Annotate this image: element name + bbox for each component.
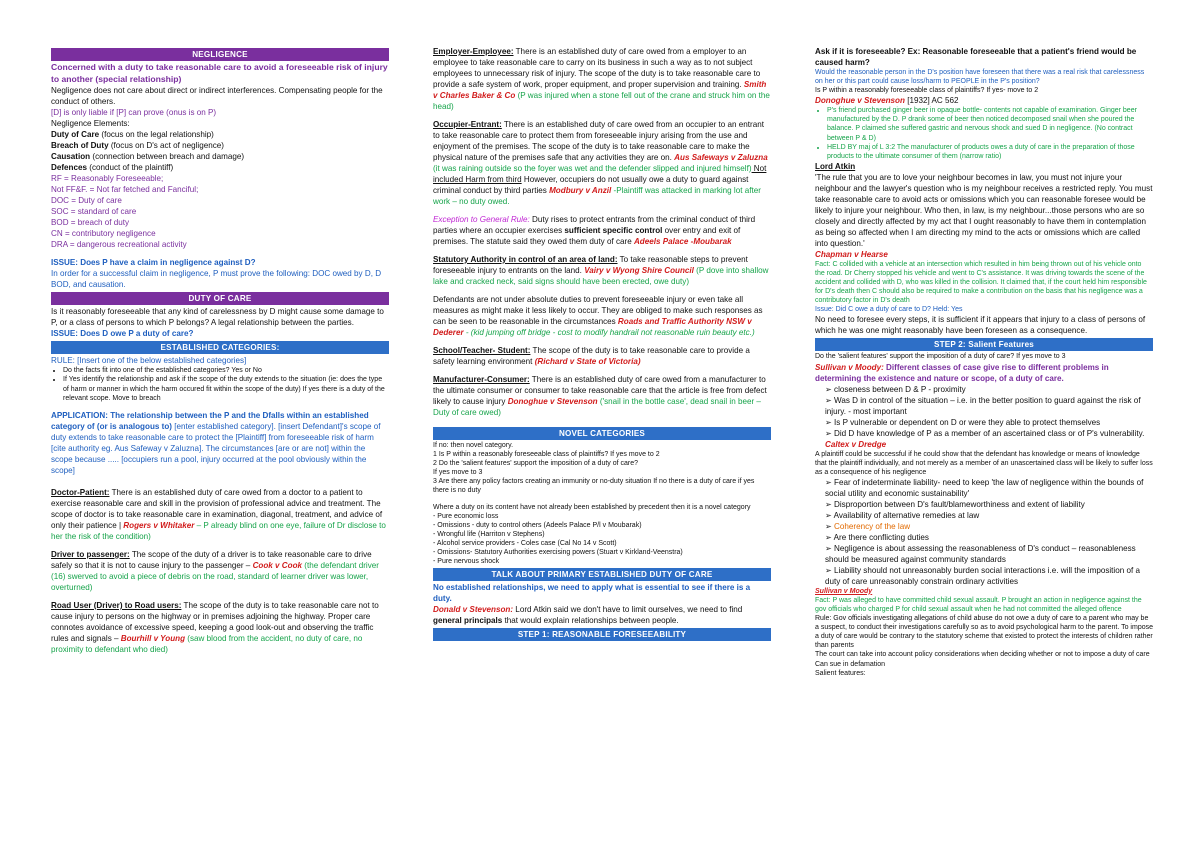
step-1-heading: STEP 1: REASONABLE FORESEEABILITY [433,628,771,641]
plaintiff-note: A plaintiff could be successful if he could show that the defendant has knowledge or means of knowledge that the plaintiff individually, and not merely as a member of an unascertained class will be likely to suffer loss as a consequence of his negligence [815,450,1153,476]
list-item-text: Disproportion between D's fault/blameworthiness and extent of liability [834,499,1085,509]
occupier-however: However, occupiers do not usually owe a duty to guard against criminal conduct by third parties [433,175,749,195]
step-2-heading: STEP 2: Salient Features [815,338,1153,351]
novel-line: 3 Are there any policy factors creating an immunity or no-duty situation If no there is a duty of care if yes there is no duty [433,478,755,495]
statutory-text: To take reasonable steps to prevent foreseeable injury to entrants on the land. [433,255,748,275]
application-rest: [enter established category]. [insert Defendant]'s scope of duty extends to take reasonable care to protect the [Plaintiff] from foreseeable risk of harm [cite authority eg. Aus Safeway v Zaluzna]. The circumstances [are or are not] within the scope because ..... [occupiers run a pool, injury occurred at the pool obviously within the scope] [51,421,381,475]
abbrev-line: DRA = dangerous recreational activity [51,240,187,250]
element-term: Causation [51,152,91,162]
atkin-quote: 'The rule that you are to love your neighbour becomes in law, you must not injure your neighbour and the lawyer's question who is my neighbour receives a restricted reply. You must take reasonable care to avoid acts or omissions which you can reasonable foresee would be likely to injure your neighbour. Who then, in law, is my neighbour...those persons who are so closely and directly affected by my act that I ought reasonably to have them in contemplation as being so affected when I am directing my mind to the acts or omissions which are called into question.' [815,172,1153,248]
driver-text: The scope of the duty of a driver is to take reasonable care to drive safely so that it is not to cause injury to the passenger – [51,549,372,570]
ask-foreseeable: Ask if it is foreseeable? Ex: Reasonable foreseeable that a patient's friend would be caused harm? [815,47,1137,67]
statutory-title: Statutory Authority in control of an area of land: [433,255,618,264]
list-item: • If Yes identify the relationship and ask if the scope of the duty extends to the situation (ie: does the type of harm or manner in which the harm occured fit within the scope of the duty) If yes there is a duty of the relevant scope. Move to breach [63,375,389,402]
road-title: Road User (Driver) to Road users: [51,600,182,610]
school-title: School/Teacher- Student: [433,346,531,355]
occupier-paragraph [433,119,771,207]
list-item: ➢ Disproportion between D's fault/blameworthiness and extent of liability [825,499,1085,509]
case-name: Donoghue v Stevenson [815,96,905,106]
case-name: Donoghue v Stevenson [507,397,598,406]
employer-paragraph [433,46,771,112]
column-1 [51,46,389,837]
list-item: • P's friend purchased ginger beer in opaque bottle- contents not capable of examination. Ginger beer manufactured by the D. P drank some of beer then noticed decomposed snail when she poured the balance. P claimed she suffered gastric and nervous shock and sued D in negligence. (No contract between P & D) [827,106,1153,142]
novel-line: 1 Is P within a reasonably foreseeable class of plaintiffs? If yes move to 2 [433,451,660,459]
element-desc: (focus on D's act of negligence) [108,141,224,151]
list-item: ➢ Did D have knowledge of P as a member of an ascertained class or of P's vulnerability. Caltex v Dredge [825,428,1145,449]
case-note: (the defendant driver (16) swerved to avoid a piece of debris on the road, standard of learner driver was lower, overturned) [51,560,379,592]
list-item: - Wrongful life (Harriton v Stephens) [433,530,545,538]
case-name: Chapman v Hearse [815,249,888,259]
salient-bullets [815,384,1153,450]
case-name: Vairy v Wyong Shire Council [584,266,694,275]
defendants-text: Defendants are not under absolute duties to prevent foreseeable injury or even take all measures as might make it less likely to occur. They are obliged to make such responses as can be seen to be reasonable in the circumstances [433,295,763,326]
case-note: - (kid jumping off bridge - cost to modify handrail not reasonable ruin beauty etc.) [463,328,755,337]
negligence-heading: NEGLIGENCE [51,48,389,61]
novel-line: 2 Do the 'salient features' support the imposition of a duty of care? [433,460,639,468]
road-text: The scope of the duty is to take reasonable care not to cause injury to persons on the highway or in premises adjoining the highway. Proper care connotes avoidance of excessive speed, keeping a good look-out and observing the traffic rules and signals – [51,600,379,643]
do-salient-features: Do the 'salient features' support the imposition of a duty of care? If yes move to 3 [815,353,1066,361]
established-categories-heading: ESTABLISHED CATEGORIES: [51,341,389,354]
case-note: (saw blood from the accident, no duty of care, no proximity to defendant who died) [51,633,363,654]
element-line [51,140,389,151]
list-item: ➢ Negligence is about assessing the reasonableness of D's conduct – reasonableness should be measured against community standards [825,543,1136,564]
case-citation: [1932] AC 562 [904,96,959,106]
list-item: ➢ Are there conflicting duties [825,532,929,542]
novel-line: If yes move to 3 [433,469,483,477]
case-name: Adeels Palace -Moubarak [633,237,732,246]
case-name: Sullivan v Moody: [815,362,884,372]
case-name: Aus Safeways v Zaluzna [674,153,768,162]
novel-line: If no: then novel category. [433,442,514,449]
element-term: Breach of Duty [51,141,109,151]
sullivan-court: The court can take into account policy considerations when deciding whether or not to impose a duty of care Can sue in defamation [815,651,1150,668]
case-name: Rogers v Whitaker [123,520,195,530]
would-reasonable: Would the reasonable person in the D's position have foreseen that there was a real risk that carelessness on her or this part could cause loss/harm to PEOPLE in the P's position? [815,69,1145,86]
novel-list [433,512,771,567]
list-item-text: Availability of alternative remedies at law [833,510,980,520]
occupier-harm: Not included Harm from third [433,164,767,184]
case-name: Roads and Traffic Authority NSW v Dederer [433,317,752,337]
element-term: Duty of Care [51,130,100,140]
list-item: - Omissions - duty to control others (Adeels Palace P/l v Moubarak) [433,521,642,529]
salient-bullets-2 [815,477,1153,587]
list-item: ➢ closeness between D & P - proximity [825,384,966,394]
elements-title: Negligence Elements: [51,119,130,129]
element-line [51,151,389,162]
abbrev-line: CN = contributory negligence [51,229,156,239]
defendants-paragraph [433,294,771,338]
case-name: Caltex v Dredge [825,439,887,449]
case-note: ('snail in the bottle case', dead snail in beer – Duty of care owed) [433,397,761,417]
where-duty: Where a duty on its content have not already been established by precedent then it is a novel category [433,503,751,511]
manufacturer-paragraph [433,374,771,418]
element-desc: (connection between breach and damage) [90,152,245,162]
sullivan-paragraph [815,362,1153,384]
duty-issue: ISSUE: Does D owe P a duty of care? [51,329,194,339]
school-text: The scope of the duty is to take reasonable care to provide a safety learning environment [433,346,750,366]
manufacturer-text: There is an established duty of care owed from a manufacturer to the ultimate consumer or consumer to take reasonable care that the article is free from defect likely to cause injury [433,375,767,406]
case-name: (Richard v State of Victoria) [534,357,641,366]
case-name: Bourhill v Young [120,633,186,643]
road-paragraph [51,600,389,655]
application-paragraph [51,410,389,476]
donoghue-bold: general principals [433,616,503,626]
abbrev-line: SOC = standard of care [51,207,137,217]
doctor-title: Doctor-Patient: [51,487,110,497]
element-desc: (focus on the legal relationship) [99,130,214,140]
list-item: ➢ Availability of alternative remedies at law [825,510,980,520]
element-line [51,129,389,140]
negligence-intro: Negligence does not care about direct or indirect interferences. Compensating people for the conduct of others. [51,86,383,107]
list-item-text: Is P vulnerable or dependent on D or were they able to protect themselves [834,417,1101,427]
novel-steps [433,441,771,496]
case-note: -Plaintiff was attacked in marking lot after work – no duty owed. [433,186,761,206]
case-note: (P dove into shallow lake and cracked neck, said signs should have been erected, owe duty) [433,266,769,286]
column-2 [433,46,771,837]
issue-line: ISSUE: Does P have a claim in negligence against D? [51,258,256,268]
case-note: – P already blind on one eye, failure of Dr disclose to her the risk of the condition) [51,520,386,541]
list-item-text: Are there conflicting duties [833,532,929,542]
donoghue-text2: that would explain relationships between people. [502,616,679,626]
negligence-concern: Concerned with a duty to take reasonable care to avoid a foreseeable risk of injury to another (special relationship) [51,62,388,84]
case-name: Sullivan v Moody [815,587,873,595]
chapman-issue: Issue: Did C owe a duty of care to D? Held: Yes [815,306,963,314]
abbrev-line: DOC = Duty of care [51,196,122,206]
list-item-text: Was D in control of the situation – i.e. in the better position to guard against the risk of injury. - most important [825,395,1141,416]
duty-of-care-heading: DUTY OF CARE [51,292,389,305]
list-item: ➢ Coherency of the law [825,521,911,531]
abbrev-line: BOD = breach of duty [51,218,130,228]
novel-categories-heading: NOVEL CATEGORIES [433,427,771,440]
case-name: Cook v Cook [252,560,303,570]
donoghue-paragraph [433,604,771,626]
list-item: ➢ Is P vulnerable or dependent on D or were they able to protect themselves [825,417,1101,427]
doctor-paragraph [51,487,389,542]
case-name: Modbury v Anzil [549,186,612,195]
occupier-text: There is an established duty of care owed from an occupier to an entrant to take reasonable care to protect them from foreseeable injury arising from the use and enjoyment of the premises. The scope of the duty is to take reasonable care to make the physical nature of the premises safe that any activities they are on. [433,120,764,162]
element-line [51,162,389,173]
sullivan-text: Different classes of case give rise to different problems in determining the existence and nature or scope, of a duty of care. [815,362,1109,383]
driver-title: Driver to passenger: [51,549,130,559]
list-item-text: Did D have knowledge of P as a member of an ascertained class or of P's vulnerability. [834,428,1145,438]
exception-title: Exception to General Rule: [433,215,530,224]
donoghue-text: Lord Atkin said we don't have to limit ourselves, we need to find [513,605,743,615]
element-desc: (conduct of the plaintiff) [87,163,174,173]
list-item: - Pure economic loss [433,512,499,520]
list-item-text: Coherency of the law [834,521,911,531]
list-item-text: closeness between D & P - proximity [834,384,966,394]
issue-sub: In order for a successful claim in negligence, P must prove the following: DOC owed by D, D BOD, and causation. [51,269,382,290]
list-item: - Pure nervous shock [433,558,500,566]
statutory-paragraph [433,254,771,287]
talk-about-heading: TALK ABOUT PRIMARY ESTABLISHED DUTY OF CARE [433,568,771,581]
case-note: (it was raining outside so the foyer was wet and the defender slipped and injured himself) [433,164,752,173]
doctor-text: There is an established duty of care owed from a doctor to a patient to exercise reasonable care and skill in the provision of professional advice and treatment. The scope of doctor is to take reasonable care in examination, diagonal, treatment, and advice of only their patience | [51,487,383,530]
is-p-within: Is P within a reasonably foreseeable class of plaintiffs? If yes- move to 2 [815,87,1039,95]
case-name: Smith v Charles Baker & Co [433,80,767,100]
abbrev-line: RF = Reasonably Foreseeable; [51,174,164,184]
sullivan-fact: Fact: P was alleged to have committed child sexual assault. P brought an action in negligence against the gov officials who charged P for child sexual assault when he had not committed the alleged offence [815,596,1142,613]
exception-bold: sufficient specific control [564,226,663,235]
driver-paragraph [51,549,389,593]
donoghue-bullets [815,106,1153,161]
column-3 [815,46,1153,837]
list-item: - Omissions- Statutory Authorities exercising powers (Stuart v Kirkland-Veenstra) [433,549,683,557]
manufacturer-title: Manufacturer-Consumer: [433,375,530,384]
exception-paragraph [433,214,771,247]
lord-atkin-heading: Lord Atkin [815,161,856,171]
no-established: No established relationships, we need to apply what is essential to see if there is a duty. [433,583,751,604]
case-name: Donald v Stevenson: [433,605,514,615]
case-note: (P was injured when a stone fell out of the crane and struck him on the head) [433,91,770,111]
list-item: • HELD BY maj of L 3:2 The manufacturer of products owes a duty of care in the preparation of those products to the ultimate consumer of them (narrow ratio) [827,143,1153,161]
donoghue-heading [815,95,1153,106]
occupier-title: Occupier-Entrant: [433,120,502,129]
employer-title: Employer-Employee: [433,47,514,56]
list-item-text: Negligence is about assessing the reasonableness of D's conduct – reasonableness should be measured against community standards [825,543,1136,564]
abbrev-line: Not FF&F. = Not far fetched and Fanciful; [51,185,199,195]
list-item: - Alcohol service providers - Coles case (Cal No 14 v Scott) [433,539,617,547]
school-paragraph [433,345,771,367]
exception-text: Duty rises to protect entrants from the criminal conduct of third parties where an occupier exercises [433,215,756,235]
chapman-fact: Fact: C collided with a vehicle at an intersection which resulted in him being thrown out of his vehicle onto the road. Dr Cherry stopped his vehicle and went to C's assistance. It was driving towards the scene of the accident and collided with D, who was killed in the collision. It claimed that, if the court held him responsible for D's death then C should also be required to make a contribution on the basis that his negligence was a contributory factor in D's death [815,260,1147,305]
list-item: ➢ Fear of indeterminate liability- need to keep 'the law of negligence within the bounds of social utility and economic sustainability' [825,477,1144,498]
rule-line: RULE: [Insert one of the below established categories] [51,356,247,366]
application-label: APPLICATION: The relationship between the P and the Dfalls within an established category of (or is analogous to) [51,410,369,431]
element-term: Defences [51,163,87,173]
exception-text2: over entry and exit of premises. The statute said they owed them duty of care [433,226,741,246]
rule-bullets [51,366,389,402]
list-item-text: Fear of indeterminate liability- need to keep 'the law of negligence within the bounds of social utility and economic sustainability' [825,477,1144,498]
list-item: ➢ Was D in control of the situation – i.e. in the better position to guard against the risk of injury. - most important [825,395,1141,416]
liable-line: [D] is only liable if [P] can prove (onus is on P) [51,108,217,118]
duty-of-care-text: Is it reasonably foreseeable that any kind of carelessness by D might cause some damage to P, or a class of persons to which P belongs? A legal relationship between the parties. [51,307,384,328]
list-item: • Do the facts fit into one of the established categories? Yes or No [63,366,389,375]
employer-text: There is an established duty of care owed from a employer to an employee to take reasonable care to carry on its business in such a way as to not subject employees to unnecessary risk of injury. The scope of the duty is to take reasonable care to provide a safe system of work, proper equipment, and proper supervision and training. [433,47,761,89]
sullivan-rule: Rule: Gov officials investigating allegations of child abuse do not owe a duty of care to a parent who may be a suspect, to conduct their investigations carefully so as to avoid psychological harm to the parent. To impose a duty of care would be contrary to the statutory scheme that existed to protect the interests of children rather than parents [815,615,1153,650]
salient-features-label: Salient features: [815,669,866,677]
list-item: ➢ Liability should not unreasonably burden social interactions i.e. will the imposition of a duty of care unreasonably constrain ordinary activities [825,565,1140,586]
no-need-paragraph: No need to foresee every steps, it is sufficient if it appears that injury to a class of persons of which he was one might reasonably have been foreseen as a consequence. [815,315,1146,336]
list-item-text: Liability should not unreasonably burden social interactions i.e. will the imposition of a duty of care unreasonably constrain ordinary activities [825,565,1140,586]
